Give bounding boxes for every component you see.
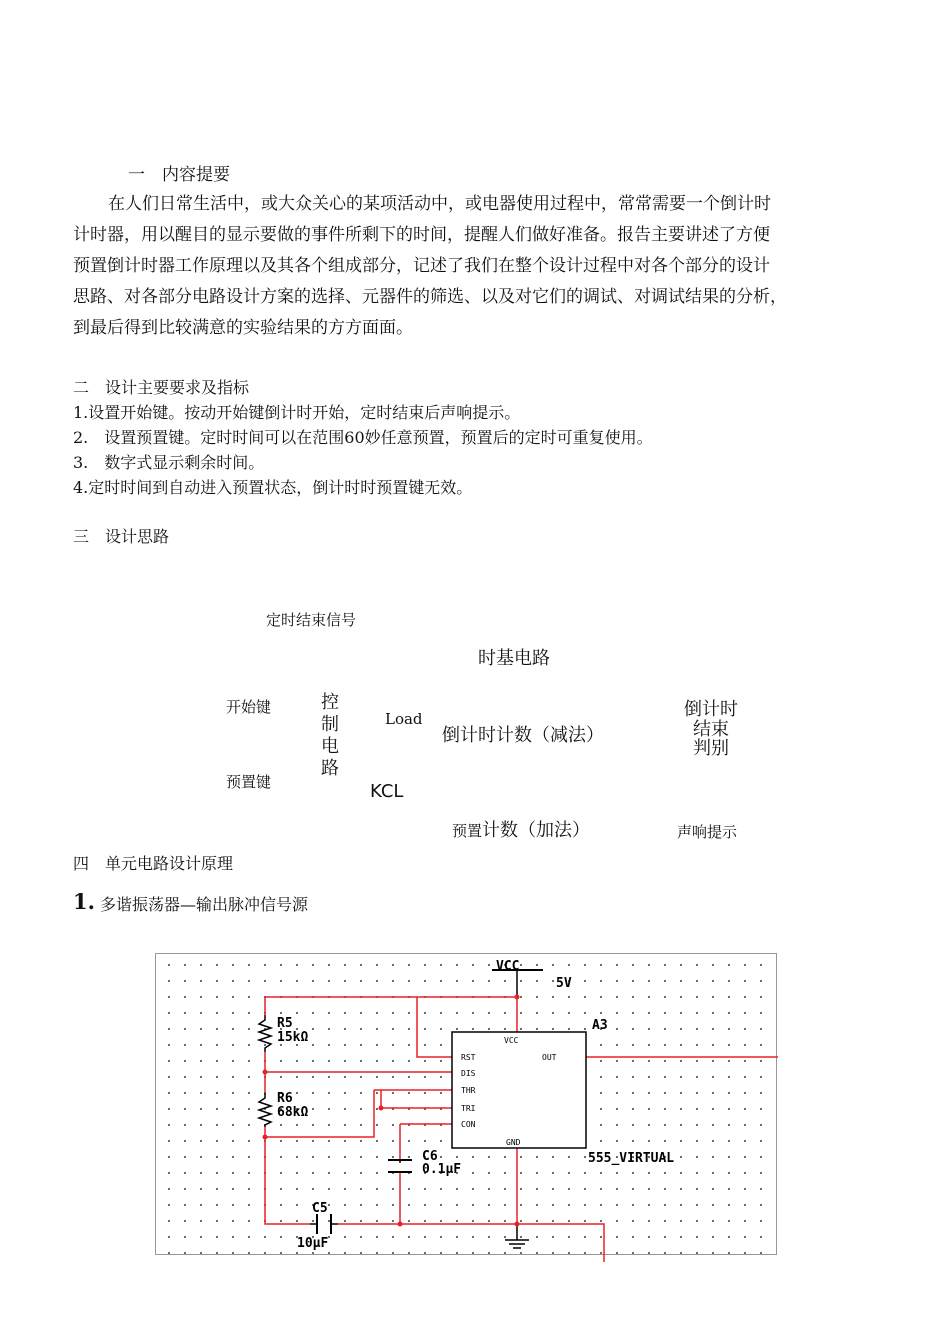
c6-value: 0.1µF [422,1162,462,1177]
pin-dis: DIS [461,1069,476,1078]
section-heading-principles: 四 单元电路设计原理 [73,854,234,873]
requirement-item-4: 4.定时时间到自动进入预置状态，倒计时时预置键无效。 [73,478,473,497]
end-judge-line-3: 判别 [693,738,729,759]
pin-vcc: VCC [504,1036,519,1045]
r6-value: 68kΩ [277,1105,309,1120]
load-label: Load [385,710,423,728]
section-heading-summary: 一 内容提要 [128,165,230,185]
ground-icon [505,1240,529,1248]
summary-line-4: 思路、对各部分电路设计方案的选择、元器件的筛选、以及对它们的调试、对调试结果的分析， [73,287,787,307]
kcl-label: KCL [370,781,404,802]
chip-ref-label: A3 [592,1018,608,1033]
requirement-item-3: 3. 数字式显示剩余时间。 [73,453,265,472]
end-judge-line-2: 结束 [693,719,729,740]
vcc-label: VCC [496,959,520,974]
c6-name: C6 [422,1149,438,1164]
summary-line-1: 在人们日常生活中，或大众关心的某项活动中，或电器使用过程中，常常需要一个倒计时 [108,194,771,214]
preset-count-prefix: 预置 [452,822,483,840]
preset-key-label: 预置键 [226,773,272,791]
c5-value: 10µF [297,1236,329,1251]
preset-count-label: 计数（加法） [482,820,591,841]
r6-name: R6 [277,1091,293,1106]
start-key-label: 开始键 [226,698,272,716]
r5-name: R5 [277,1016,293,1031]
sound-alert-label: 声响提示 [677,823,738,841]
pin-tri: TRI [461,1104,476,1113]
end-signal-label: 定时结束信号 [266,611,357,629]
voltage-label: 5V [556,976,572,991]
timebase-block-label: 时基电路 [478,648,550,669]
countdown-block-label: 倒计时计数（减法） [442,725,604,746]
r5-value: 15kΩ [277,1030,309,1045]
summary-line-5: 到最后得到比较满意的实验结果的方方面面。 [73,318,413,338]
requirement-item-2: 2. 设置预置键。定时时间可以在范围60妙任意预置，预置后的定时可重复使用。 [73,428,653,447]
summary-line-2: 计时器，用以醒目的显示要做的事件所剩下的时间，提醒人们做好准备。报告主要讲述了方便 [73,225,770,245]
pin-out: OUT [542,1053,557,1062]
c5-name: C5 [312,1201,328,1216]
subsection-title: 多谐振荡器—输出脉冲信号源 [100,895,309,914]
pin-thr: THR [461,1086,476,1095]
pin-gnd: GND [506,1138,521,1147]
section-heading-requirements: 二 设计主要要求及指标 [73,378,250,397]
r5-resistor [259,1015,271,1052]
requirement-item-1: 1.设置开始键。按动开始键倒计时开始，定时结束后声响提示。 [73,403,521,422]
c5-capacitor [317,1214,331,1234]
control-circuit-label: 控制电路 [321,692,339,779]
r6-resistor [259,1093,271,1127]
pin-rst: RST [461,1053,476,1062]
chip-name-label: 555_VIRTUAL [588,1151,675,1166]
summary-line-3: 预置倒计时器工作原理以及其各个组成部分，记述了我们在整个设计过程中对各个部分的设计 [73,256,770,276]
pin-con: CON [461,1120,476,1129]
section-heading-design: 三 设计思路 [73,527,170,546]
subsection-number: 1. [73,889,95,914]
end-judge-line-1: 倒计时 [684,699,738,720]
